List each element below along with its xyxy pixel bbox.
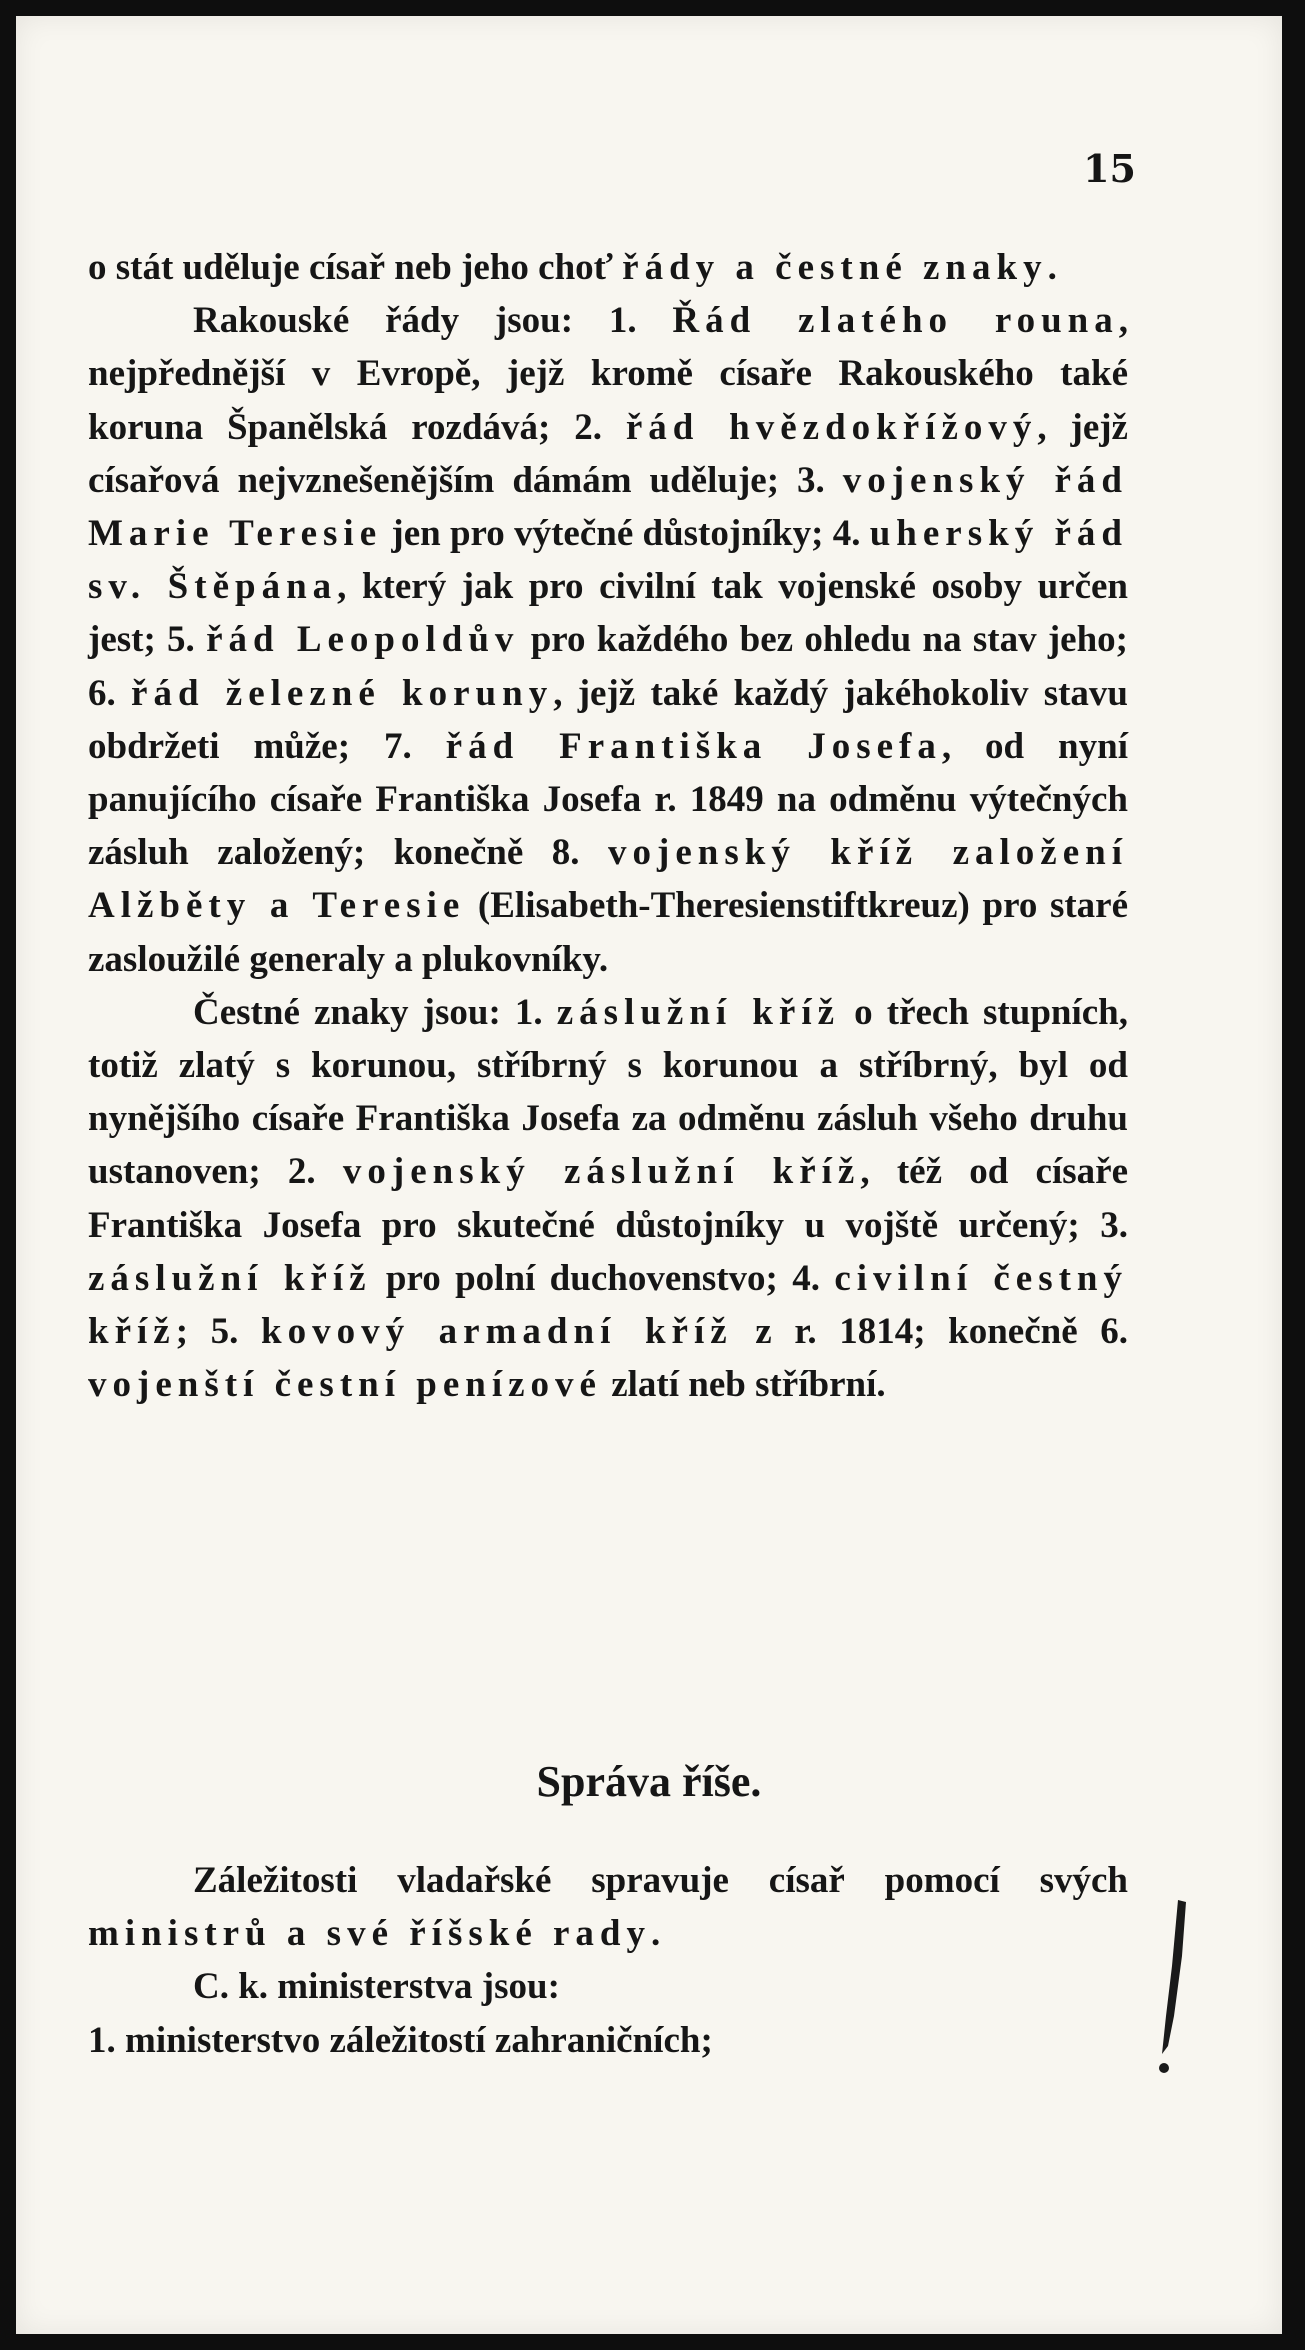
section-heading: Správa říše. <box>536 1757 762 1806</box>
text-run: jen pro výtečné důstojníky; 4. <box>382 513 870 555</box>
text-run: . <box>1047 247 1057 288</box>
paragraph-ministries: C. k. ministerstva jsou: <box>193 1966 560 2008</box>
paragraph-intro <box>88 241 1128 294</box>
ink-blot-mark <box>1156 1896 1196 2076</box>
paragraph-orders <box>88 294 1128 986</box>
emphasis-run: vojenský kříž založení Alžběty a Teresie <box>88 832 1128 927</box>
text-run: , jejž také každý jakéhokoliv stavu obdržeti může; 7. <box>88 672 1129 767</box>
emphasis-run: ministrů a své říšské rady <box>88 1913 651 1955</box>
paragraph-honors <box>88 986 1128 1412</box>
text-run: Záležitosti vladařské spravuje císař pomocí svých <box>193 1860 1128 1901</box>
emphasis-run: řád Leopoldův <box>206 619 520 661</box>
text-run: . <box>651 1913 661 1955</box>
text-run: ; 5. <box>175 1311 261 1353</box>
text-run: , jejž císařová nejvznešenějším dámám uděluje; 3. <box>88 406 1128 501</box>
emphasis-run: řád Františka Josefa <box>445 725 942 767</box>
main-text <box>88 241 1128 1411</box>
text-run: , též od císaře Františka Josefa pro skutečné důstojníky u vojště určený; 3. <box>88 1151 1128 1246</box>
book-page <box>16 16 1282 2334</box>
section-text <box>88 1854 1128 2067</box>
emphasis-run: kovový armadní kříž <box>261 1311 733 1353</box>
text-run: pro každého bez ohledu na stav jeho; 6. <box>88 619 1128 714</box>
text-run: Čestné znaky jsou: 1. <box>193 991 557 1033</box>
text-run: , nejpřednější v Evropě, jejž kromě císaře Rakouského také koruna Španělská rozdává; 2. <box>88 300 1128 448</box>
paragraph-administration <box>88 1854 1128 1960</box>
emphasis-run: uherský řád sv. Štěpána <box>88 513 1128 608</box>
list-item: 1. ministerstvo záležitostí zahraničních; <box>88 2019 713 2061</box>
text-run: Rakouské řády jsou: 1. <box>193 300 673 342</box>
text-run: o stát uděluje císař neb jeho choť <box>88 247 623 288</box>
emphasis-run: vojenský řád Marie Teresie <box>88 459 1128 555</box>
emphasis-run: řád železné koruny <box>131 672 554 714</box>
emphasis-run: vojenský záslužní kříž <box>342 1151 861 1193</box>
emphasis-run: civilní čestný kříž <box>88 1257 1128 1353</box>
emphasis-run: záslužní kříž <box>556 991 841 1033</box>
emphasis-run: vojenští čestní penízové <box>88 1364 602 1406</box>
emphasis-run: záslužní kříž <box>88 1257 372 1299</box>
text-run: z r. 1814; konečně 6. <box>732 1311 1128 1353</box>
text-run: (Elisabeth-Theresienstiftkreuz) pro staré zasloužilé generaly a plukovníky. <box>88 885 1129 980</box>
page-number: 15 <box>1083 146 1136 191</box>
text-run: , od nyní panujícího císaře Františka Josefa r. 1849 na odměnu výtečných zásluh založený; konečně 8. <box>88 725 1128 874</box>
emphasis-run: řády a čestné znaky <box>622 247 1048 288</box>
text-run: , který jak pro civilní tak vojenské osoby určen jest; 5. <box>88 566 1128 661</box>
text-run: o třech stupních, totiž zlatý s korunou, stříbrný s korunou a stříbrný, byl od nynějšího císaře Františka Josefa za odměnu zásluh všeho druhu ustanoven; 2. <box>88 991 1129 1193</box>
emphasis-run: řád hvězdokřížový <box>625 406 1038 448</box>
text-run: pro polní duchovenstvo; 4. <box>371 1257 835 1299</box>
text-run: zlatí neb stříbrní. <box>601 1364 886 1406</box>
emphasis-run: Řád zlatého rouna <box>672 300 1119 342</box>
